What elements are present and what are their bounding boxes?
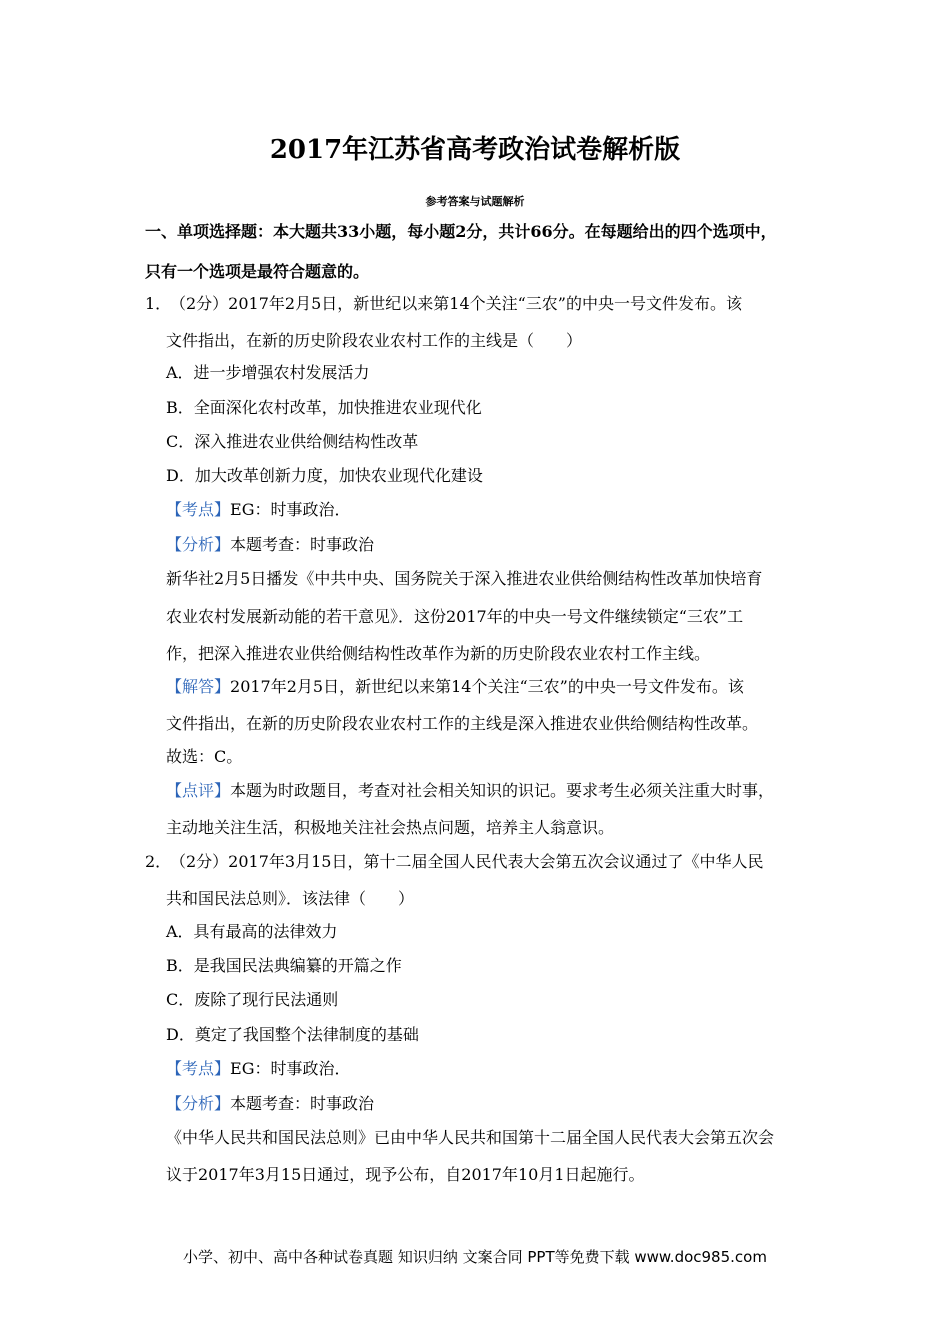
question-1-dianping <box>166 781 774 801</box>
question-1-kaodian <box>166 500 350 520</box>
fenxi-tag: 【分析】 <box>166 1094 231 1113</box>
question-1-fenxi <box>166 535 374 555</box>
page-title: 2017年江苏省高考政治试卷解析版 <box>269 135 681 165</box>
question-2-option-b: B．是我国民法典编纂的开篇之作 <box>166 956 402 975</box>
question-2-option-c: C．废除了现行民法通则 <box>166 990 339 1009</box>
question-2-stem-line2: 共和国民法总则》．该法律（ ） <box>166 889 415 908</box>
question-1-jieda <box>166 677 744 697</box>
question-1-dianping-body: 主动地关注生活，积极地关注社会热点问题，培养主人翁意识。 <box>166 818 615 837</box>
fenxi-text: 本题考查：时事政治 <box>230 535 375 554</box>
question-2-stem-line1: （2分）2017年3月15日，第十二届全国人民代表大会第五次会议通过了《中华人民 <box>170 852 764 871</box>
jieda-text: 2017年2月5日，新世纪以来第14个关注“三农”的中央一号文件发布。该 <box>230 677 744 696</box>
question-2-fenxi <box>166 1094 374 1114</box>
question-1-number: 1． <box>145 294 172 313</box>
question-1-option-d: D．加大改革创新力度，加快农业现代化建设 <box>166 466 483 485</box>
jieda-tag: 【解答】 <box>166 677 231 696</box>
section-heading-line1: 一、单项选择题：本大题共33小题，每小题2分，共计66分。在每题给出的四个选项中， <box>145 222 777 241</box>
question-1-fenxi-body-line3: 作，把深入推进农业供给侧结构性改革作为新的历史阶段农业农村工作主线。 <box>166 644 711 663</box>
question-1-option-a: A．进一步增强农村发展活力 <box>166 363 370 382</box>
question-1-option-b: B．全面深化农村改革，加快推进农业现代化 <box>166 398 482 417</box>
question-2-fenxi-body-line2: 议于2017年3月15日通过，现予公布，自2017年10月1日起施行。 <box>166 1165 645 1184</box>
question-2-option-a: A．具有最高的法律效力 <box>166 922 338 941</box>
page-footer: 小学、初中、高中各种试卷真题 知识归纳 文案合同 PPT等免费下载 www.doc985.com <box>183 1248 767 1266</box>
page-subtitle: 参考答案与试题解析 <box>425 195 525 208</box>
question-1-jieda-body: 文件指出，在新的历史阶段农业农村工作的主线是深入推进农业供给侧结构性改革。 <box>166 714 759 733</box>
question-1-fenxi-body-line2: 农业农村发展新动能的若干意见》．这份2017年的中央一号文件继续锁定“三农”工 <box>166 607 744 626</box>
kaodian-tag: 【考点】 <box>166 1059 231 1078</box>
fenxi-tag: 【分析】 <box>166 535 231 554</box>
question-2-kaodian <box>166 1059 350 1079</box>
dianping-tag: 【点评】 <box>166 781 231 800</box>
question-2-number: 2． <box>145 852 172 871</box>
dianping-text: 本题为时政题目，考查对社会相关知识的识记。要求考生必须关注重大时事， <box>230 781 775 800</box>
question-1-stem-line2: 文件指出，在新的历史阶段农业农村工作的主线是（ ） <box>166 331 583 350</box>
kaodian-text: EG：时事政治． <box>230 500 351 519</box>
question-1-option-c: C．深入推进农业供给侧结构性改革 <box>166 432 419 451</box>
question-1-fenxi-body-line1: 新华社2月5日播发《中共中央、国务院关于深入推进农业供给侧结构性改革加快培育 <box>166 569 763 588</box>
question-1-stem-line1: （2分）2017年2月5日，新世纪以来第14个关注“三农”的中央一号文件发布。该 <box>170 294 742 313</box>
kaodian-tag: 【考点】 <box>166 500 231 519</box>
kaodian-text: EG：时事政治． <box>230 1059 351 1078</box>
fenxi-text: 本题考查：时事政治 <box>230 1094 375 1113</box>
question-2-option-d: D．奠定了我国整个法律制度的基础 <box>166 1025 419 1044</box>
section-heading-line2: 只有一个选项是最符合题意的。 <box>145 262 370 281</box>
question-1-answer: 故选：C。 <box>166 747 243 766</box>
question-2-fenxi-body-line1: 《中华人民共和国民法总则》已由中华人民共和国第十二届全国人民代表大会第五次会 <box>166 1128 775 1147</box>
